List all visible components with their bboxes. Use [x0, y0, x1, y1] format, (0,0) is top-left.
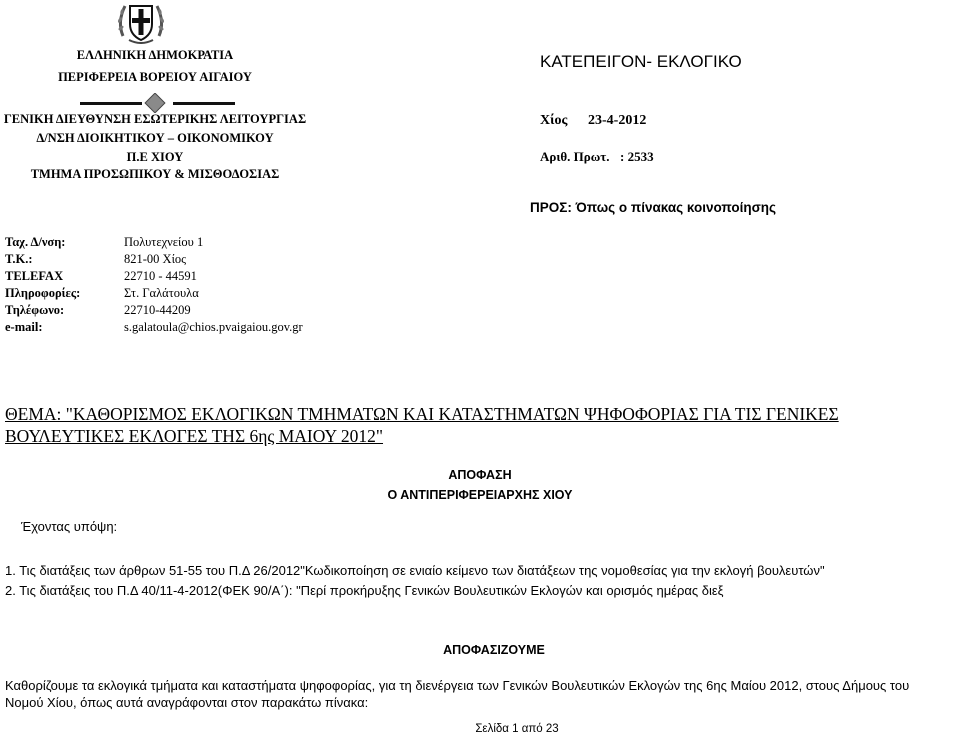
protocol-number: : 2533	[620, 149, 654, 164]
contact-label-info: Πληροφορίες:	[5, 286, 81, 300]
header-regional-unit: Π.Ε ΧΙΟΥ	[126, 150, 184, 164]
place-label: Χίος	[540, 113, 568, 128]
decide-heading: ΑΠΟΦΑΣΙΖΟΥΜΕ	[443, 643, 545, 657]
page-number-footer: Σελίδα 1 από 23	[475, 723, 559, 735]
protocol-label: Αριθ. Πρωτ.	[540, 149, 610, 164]
header-region: ΠΕΡΙΦΕΡΕΙΑ ΒΟΡΕΙΟΥ ΑΙΓΑΙΟΥ	[58, 70, 252, 84]
contact-value-address: Πολυτεχνείου 1	[124, 235, 204, 249]
decision-paragraph-line-2: Νομού Χίου, όπως αυτά αναγράφονται στον παρακάτω πίνακα:	[5, 695, 369, 710]
header-country: ΕΛΛΗΝΙΚΗ ΔΗΜΟΚΡΑΤΙΑ	[76, 48, 234, 62]
header-department: ΤΜΗΜΑ ΠΡΟΣΩΠΙΚΟΥ & ΜΙΣΘΟΔΟΣΙΑΣ	[30, 167, 280, 181]
contact-value-phone: 22710-44209	[124, 303, 191, 317]
header-divider-ornament	[80, 93, 235, 113]
greek-coat-of-arms-emblem	[115, 0, 167, 44]
considering-item-2: 2. Τις διατάξεις του Π.Δ 40/11-4-2012(ΦΕΚ 90/Α΄): "Περί προκήρυξης Γενικών Βουλευτικών Εκλογών και ορισμός ημέρας διεξ	[5, 583, 724, 598]
document-date: 23-4-2012	[588, 113, 647, 128]
considering-item-1: 1. Τις διατάξεις των άρθρων 51-55 του Π.Δ 26/2012"Κωδικοποίηση σε ενιαίο κείμενο των διατάξεων της νομοθεσίας για την εκλογή βουλευτών"	[5, 563, 825, 578]
recipients-line: ΠΡΟΣ: Όπως ο πίνακας κοινοποίησης	[530, 200, 777, 215]
contact-label-email: e-mail:	[5, 320, 43, 334]
contact-value-postcode: 821-00 Χίος	[124, 252, 187, 266]
considering-heading: Έχοντας υπόψη:	[21, 519, 118, 534]
contact-value-telefax: 22710 - 44591	[124, 269, 197, 283]
decision-paragraph-line-1: Καθορίζουμε τα εκλογικά τμήματα και καταστήματα ψηφοφορίας, για τη διενέργεια των Γενικών Βουλευτικών Εκλογών της 6ης Μαίου 2012, στους Δήμους του	[5, 678, 910, 693]
contact-label-address: Ταχ. Δ/νση:	[5, 235, 66, 249]
decision-authority: Ο ΑΝΤΙΠΕΡΙΦΕΡΕΙΑΡΧΗΣ ΧΙΟΥ	[387, 488, 573, 502]
contact-label-postcode: Τ.Κ.:	[5, 252, 33, 266]
urgency-label: ΚΑΤΕΠΕΙΓΟΝ- ΕΚΛΟΓΙΚΟ	[540, 52, 742, 71]
subject-line-1: ΘΕΜΑ: "ΚΑΘΟΡΙΣΜΟΣ ΕΚΛΟΓΙΚΩΝ ΤΜΗΜΑΤΩΝ ΚΑΙ ΚΑΤΑΣΤΗΜΑΤΩΝ ΨΗΦΟΦΟΡΙΑΣ ΓΙΑ ΤΙΣ ΓΕΝΙΚΕΣ	[5, 404, 839, 424]
subject-line-2: ΒΟΥΛΕΥΤΙΚΕΣ ΕΚΛΟΓΕΣ ΤΗΣ 6ης ΜΑΙΟΥ 2012"	[5, 426, 384, 446]
contact-value-email[interactable]: s.galatoula@chios.pvaigaiou.gov.gr	[124, 320, 303, 334]
header-directorate: ΓΕΝΙΚΗ ΔΙΕΥΘΥΝΣΗ ΕΣΩΤΕΡΙΚΗΣ ΛΕΙΤΟΥΡΓΙΑΣ	[3, 112, 307, 126]
contact-label-telefax: TELEFAX	[5, 269, 64, 283]
header-division: Δ/ΝΣΗ ΔΙΟΙΚΗΤΙΚΟΥ – ΟΙΚΟΝΟΜΙΚΟΥ	[36, 131, 274, 145]
contact-value-info: Στ. Γαλάτουλα	[124, 286, 199, 300]
contact-label-phone: Τηλέφωνο:	[5, 303, 65, 317]
decision-title: ΑΠΟΦΑΣΗ	[448, 468, 512, 482]
